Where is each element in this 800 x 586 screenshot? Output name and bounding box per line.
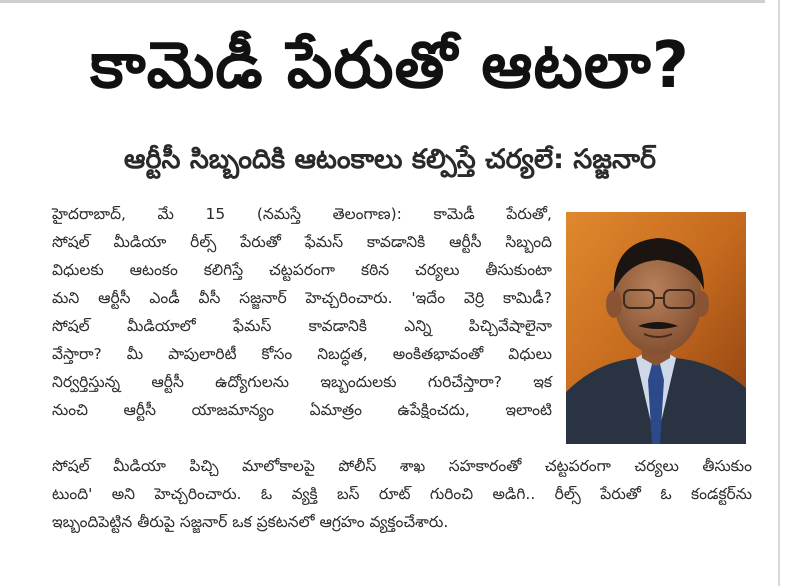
body-line: మని ఆర్టీసీ ఎండీ వీసీ సజ్జనార్ హెచ్చరించారు. 'ఇదేం వెర్రి కామిడీ? (52, 289, 552, 307)
body-line: సోషల్ మీడియా పిచ్చి మాలోకాలపై పోలీస్ శాఖ సహకారంతో చట్టపరంగా చర్యలు తీసుకుం (52, 457, 752, 475)
subheadline: ఆర్టీసీ సిబ్బందికి ఆటంకాలు కల్పిస్తే చర్యలే: సజ్జనార్ (123, 144, 657, 175)
body-line: ఇబ్బందిపెట్టిన తీరుపై సజ్జనార్ ఒక ప్రకటనలో ఆగ్రహం వ్యక్తంచేశారు. (52, 513, 449, 531)
body-line: నిర్వర్తిస్తున్న ఆర్టీసీ ఉద్యోగులను ఇబ్బందులకు గురిచేస్తారా? ఇక (52, 373, 552, 391)
body-line: సోషల్ మీడియాలో ఫేమస్ కావడానికి ఎన్ని పిచ్చివేషాలైనా (52, 317, 552, 335)
article-body-column (52, 200, 552, 424)
portrait-photo (566, 212, 746, 444)
body-line: వేస్తారా? మీ పాపులారిటీ కోసం నిబద్ధత, అంకితభావంతో విధులు (52, 345, 552, 363)
body-line: సోషల్ మీడియా రీల్స్ పేరుతో ఫేమస్ కావడానికి ఆర్టీసీ సిబ్బంది (52, 233, 552, 251)
body-line: హైదరాబాద్, మే 15 (నమస్తే తెలంగాణ): కామెడీ పేరుతో, (52, 205, 552, 223)
headline: కామెడీ పేరుతో ఆటలా? (90, 29, 690, 103)
body-line: విధులకు ఆటంకం కలిగిస్తే చట్టపరంగా కఠిన చర్యలు తీసుకుంటా (52, 261, 552, 279)
article-body-full-width (52, 452, 752, 536)
portrait-illustration (566, 212, 746, 444)
body-line: టుంది' అని హెచ్చరించారు. ఓ వ్యక్తి బస్ రూట్ గురించి అడిగి.. రీల్స్ పేరుతో ఓ కండక్టర్‌ను (52, 485, 752, 503)
body-line: నుంచి ఆర్టీసీ యాజమాన్యం ఏమాత్రం ఉపేక్షించదు, ఇలాంటి (52, 401, 552, 419)
top-divider (0, 0, 765, 3)
